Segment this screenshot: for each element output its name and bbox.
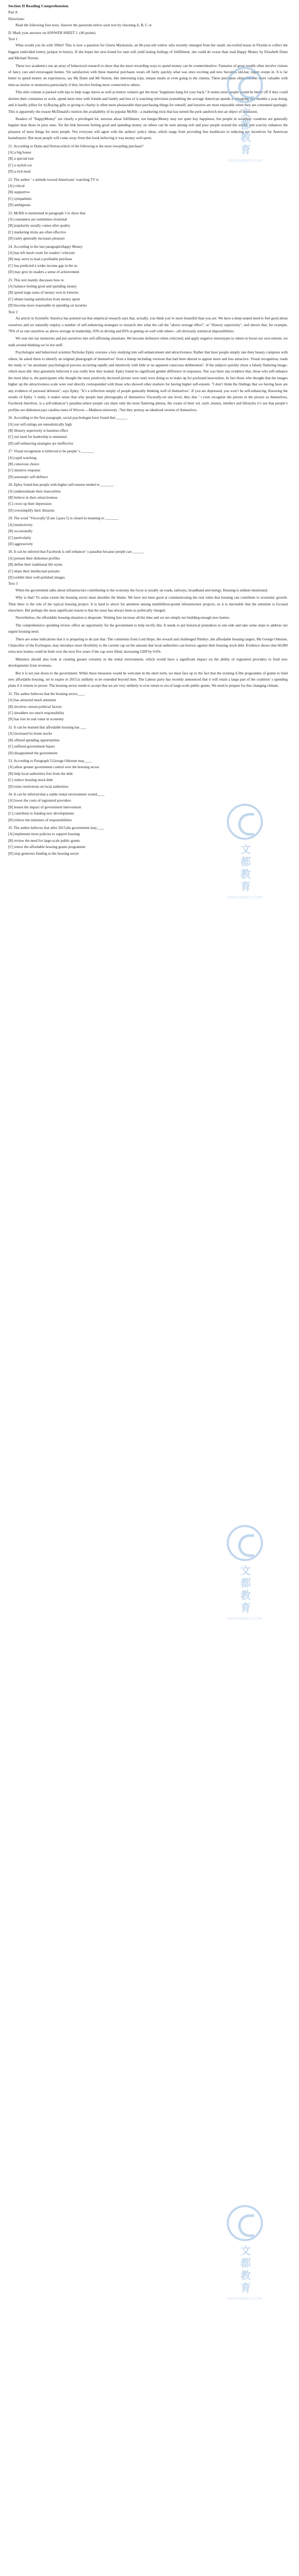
answer-option[interactable]: [C] cover up their depression <box>8 502 52 506</box>
text-1-section <box>8 36 288 309</box>
watermark-url: WWW.WENDU.COM <box>227 159 262 163</box>
answer-option[interactable]: [A] has attracted much attention <box>8 698 56 703</box>
answer-option[interactable]: [B] popularity usually comes after quality <box>8 224 71 228</box>
answer-option[interactable]: [D] disappointed the government <box>8 751 58 755</box>
question-stem: 23. McRib is mentioned in paragraph 3 to show that <box>8 211 86 215</box>
answer-option[interactable]: [A] implement more policies to support housing <box>8 832 80 837</box>
answer-option[interactable]: [A] our self-ratings are unrealistically high <box>8 422 72 427</box>
watermark-brand: 文都教育 <box>239 1565 251 1615</box>
answer-option[interactable]: [D] automatic self-defence <box>8 474 48 479</box>
answer-option[interactable]: [D] self-enhancing strategies are ineffective <box>8 441 73 446</box>
answer-option[interactable]: [A] instinctively <box>8 522 33 527</box>
answer-option[interactable]: [B] help local authorities free from the debt <box>8 771 73 776</box>
answer-option[interactable]: [B] may serve to lead a profitable purchase <box>8 257 72 262</box>
answer-option[interactable]: [C] has predicted a wider income gap in the us <box>8 263 77 268</box>
passage-paragraph: What would you do with 590m? This is now a question for Gloria Mackenzie, an 84-year-old widow who recently emerged from her small, tin-roofed house in Florida to collect the biggest undivided lottery jackpot in history. If she hopes her new-found for tune will yield lasting feelings of fulfillment, she could do worse than read Happy Money by Elizabeth Dunn and Michael Norton. <box>8 43 288 61</box>
answer-option[interactable]: [C] reduce housing stock debt <box>8 778 53 783</box>
question-stem: 24. According to the last paragraph,Happy Money <box>8 244 83 249</box>
text-label: Text 3 <box>8 582 18 586</box>
watermark-brand: 文都教育 <box>239 2245 251 2295</box>
part-label: Part A <box>8 10 18 15</box>
answer-option[interactable]: [C] renew the affordable housing grants programme <box>8 845 86 850</box>
answer-option[interactable]: [B] spend large sums of money won in lotteries <box>8 291 79 295</box>
question-stem: 29. The word "Viscerally"(Line 2,para 5) is closed in meaning to _______ <box>8 516 119 521</box>
answer-option[interactable]: [B] offered spending opportunities <box>8 738 60 742</box>
answer-option[interactable]: [D] may give its readers a sense of achievement <box>8 270 79 275</box>
answer-option[interactable]: [B] a special tour <box>8 157 34 161</box>
answer-option[interactable]: [A] rapid watching <box>8 455 37 460</box>
watermark-brand: 文都教育 <box>239 107 251 157</box>
text-2-section <box>8 309 288 581</box>
answer-option[interactable]: [B] supportive <box>8 190 30 195</box>
answer-option[interactable]: [A] has left much room for readers’ criticism <box>8 251 75 256</box>
answer-option[interactable]: [C] share their intellectual pursuits <box>8 569 60 573</box>
question-stem: 33. According to Paragraph 5,George Osborne may____ <box>8 758 92 763</box>
answer-option[interactable]: [A] present their dishonest profiles <box>8 556 60 561</box>
question-stem: 25. This text mainly discusses how to <box>8 278 64 282</box>
answer-option[interactable]: [D] ambiguous <box>8 203 31 208</box>
answer-option[interactable]: [C] shoulders too much responsibility <box>8 711 64 716</box>
answer-option[interactable]: [D] has lost its real value in economy <box>8 717 64 722</box>
answer-option[interactable]: [B] define their traditional life styles <box>8 563 63 567</box>
answer-option[interactable]: [C] a stylish car <box>8 163 32 167</box>
answer-option[interactable]: [D] become more reasonable in spending on luxuries <box>8 303 87 308</box>
question-stem: 27. Visual recognition is believed to be people’ s _______ <box>8 449 94 454</box>
answer-option[interactable]: [B] believe in their attractiveness <box>8 496 58 500</box>
answer-option[interactable]: [D] exhibit their well-polished images <box>8 575 65 580</box>
directions-text-2: D. Mark your answers on ANSWER SHEET 1. (40 points) <box>8 30 96 35</box>
passage-paragraph: Why is that? To some extent the housing sector must shoulder the blame. We have not been good at communicating the real value that housing can contribute to economic growth. Then there is the role of the typical housing project. It is hard to shove for attention among multibillion-pound infrastructure projects, so it is inevitable that the attention is focused elsewhere. But perhaps the most significant reason is that the issue has always been so politically charged. <box>8 596 288 613</box>
answer-option[interactable]: [C] obtain lasting satisfaction from money spent <box>8 297 80 301</box>
answer-option[interactable]: [D] aggressively <box>8 541 33 546</box>
passage-paragraph: When the government talks about infrastructure contributing to the economy the focus is usually on roads, railways, broadband and energy. Housing is seldom mentioned. <box>15 588 268 592</box>
answer-option[interactable]: [B] lessen the impact of government intervention <box>8 805 81 809</box>
passage-paragraph: But it is not just down to the government. While these measures would be welcome in the short term, we must face up to the fact that the existing 4.5bn programme of grants to fund new affordable housing, set to expire in 2015,is unlikely to be extended beyond then. The Labour party has recently announced that it will retain a large part of the coalition’ s spending plans if it returns to power. The housing sector needs to accept that we are very unlikely to ever return to era of large-scale public grants. We need to prepare for this changing climate. <box>8 671 288 688</box>
watermark-url: WWW.WENDU.COM <box>227 2297 262 2301</box>
passage-paragraph: Psychologist and behavioral scientist Nicholas Epley oversaw a key studying into self-enhancement and attractiveness. Rather that have people simply rate their beauty compress with others, he asked them to identify an original photograph of themselves’ from a lineup including versions that had been altered to appear more and less attractive. Visual recognition, reads the study, is "an automatic psychological process occurring rapidly and intuitively with little or no apparent conscious deliberation". If the subjects quickly chose a falsely flattering image-which most did- they genuinely believed it was really how they looked. Epley found no significant gender difference in responses. Nor was there any evidence that, those who self-enhance the most (that is, the participants who thought the most positively doctored picture were real) were doing so to make up for profound insecurities. In fact those who thought that the images higher up the attractiveness scale were real directly corresponded with those who showed other markers for having higher self-esteem. "I don’t think the findings that we having have are any evidence of personal delusion", says Epley. "It’s a reflection simply of people generally thinking well of themselves’. If you are depressed, you won’t be self-enhancing. Knowing the results of Epley ’s study, it makes sense that why people hate photographs of themselves Viscerally-on one level, they don ’ t even recognise the person in the picture as themselves, Facebook therefore, is a self-enhancer’s paradise,where people can share only the most flattering photos, the cream of their wit ,style ,beauty, intellect and lifestyles it’s not that people’s profiles are dishonest,says catalina toma of Wiscon —Madison university ,"but they portray an idealized version of themselves. <box>8 350 288 412</box>
answer-option[interactable]: [B] review the need for large-scale public grants <box>8 838 80 843</box>
answer-option[interactable]: [C] particularly <box>8 535 31 540</box>
answer-option[interactable]: [C] our need for leadership is unnatural <box>8 435 67 439</box>
watermark-brand: 文都教育 <box>239 844 251 893</box>
question-stem: 34. It can be inferred that a stable rental environment would____ <box>8 792 105 796</box>
question-stem: 31. The author believes that the housing sector____ <box>8 691 85 696</box>
answer-option[interactable]: [B] occasionally <box>8 529 33 534</box>
answer-option[interactable]: [C] sympathetic <box>8 196 32 201</box>
answer-option[interactable]: [D] a rich meal <box>8 170 31 174</box>
question-stem: 28. Epley found that people with higher self-esteem tended to _______ <box>8 483 114 487</box>
text-3-section <box>8 581 288 857</box>
passage-paragraph: Ministers should also look at creating greater certainty in the rental environment, which would have a significant impact on the ability of registered providers to fund new developments from revenues. <box>8 657 288 668</box>
directions-label: Directions: <box>8 16 25 21</box>
section-heading: Section II Reading Comprehension <box>8 4 69 8</box>
passage-paragraph: This slim volume is packed with tips to help wage slaves as well as lottery winners get the most "happiness bang for your buck." It seems most people would be better off if they could shorten their commutes to work, spend more time with friends and family and less of it watching television (something the average American spends a whopping two months a year doing, and is hardly jollier for it).Buying gifts or giving to charity is often more pleasurable than purchasing things for oneself, and luxuries are most enjoyable when they are consumed sparingly. This is apparently the reason McDonald's restricts the availability of its popular McRib - a marketing trick that has turned the pork sandwich into an object of obsession. <box>8 90 288 114</box>
passage-paragraph: Readers of "HappyMoney" are clearly a privileged lot, anxious about fulfillment, not hunger.Money may not quite buy happiness, but people in wealthier countries are generally happier than those in poor ones. Yet the link between feeling good and spending money on others can be seen among rich and poor people around the world, and scarcity enhances the pleasure of most things for most people. Not everyone will agree with the authors' policy ideas, which range from providing free healthcare to reducing tax incentives for American homebuyers. But most people will come away from this book believing it was money well spent. <box>8 116 288 141</box>
answer-option[interactable]: [A] lower the costs of registered providers <box>8 799 71 803</box>
answer-option[interactable]: [D] relax restrictions on local authorities <box>8 784 69 789</box>
question-stem: 22. The author ’ s attitude toward Americans’ watching TV is <box>8 177 99 182</box>
answer-option[interactable]: [B] illusory superiority is baseless effect <box>8 429 69 433</box>
answer-option[interactable]: [C] contribute to funding new developments <box>8 811 74 816</box>
answer-option[interactable]: [A] a big house <box>8 150 31 155</box>
question-stem: 21. According to Dunn and Norton,which of the following is the most rewarding purchase? <box>8 144 144 148</box>
answer-option[interactable]: [A] increased its home stocks <box>8 732 53 736</box>
answer-option[interactable]: [C] intuitive response <box>8 468 41 473</box>
answer-option[interactable]: [A] critical <box>8 183 25 188</box>
answer-option[interactable]: [C] suffered government biases <box>8 744 55 749</box>
answer-option[interactable]: [D] oversimplify their illusions <box>8 508 55 513</box>
answer-option[interactable]: [D] stop generous funding to the housing sector <box>8 851 79 856</box>
answer-option[interactable]: [B] conscious choice <box>8 462 40 467</box>
answer-option[interactable]: [D] relieve the ministers of responsibilities <box>8 818 72 822</box>
answer-option[interactable]: [A] consumers are sometimes irrational <box>8 217 67 222</box>
passage-paragraph: The comprehensive spending review offers an opportunity for the government to help rectify this. It needs to put historical prejudices to one side and take some steps to address our urgent housing need. <box>8 623 288 634</box>
answer-option[interactable]: [B] involves certain political factors <box>8 704 62 709</box>
question-stem: 30. It can be inferred that Facebook is self-enhancer’ s paradise because people can ______ <box>8 550 144 554</box>
watermark-url: WWW.WENDU.COM <box>227 1617 262 1621</box>
directions-text-1: Read the following four texts. Answer the questions below each text by choosing A, B, C or <box>15 23 152 28</box>
answer-option[interactable]: [C] marketing tricks are often effective <box>8 230 67 234</box>
watermark-url: WWW.WENDU.COM <box>227 895 262 900</box>
answer-option[interactable]: [A] allow greater government control over the housing sector <box>8 765 99 770</box>
passage-paragraph: We rose tint our memories and put ourselves into self-affirming situations. We become defensive when criticized, and apply negative stereotypes to others to boost our own esteem, we stalk around thinking we’re hot stuff. <box>8 336 288 347</box>
question-stem: 32. It can be learned that affordable housing has ___ <box>8 725 86 730</box>
passage-paragraph: These two academics use an array of behavioral research to show that the most rewarding ways to spend money can be counterintuitive. Fantasies of great wealth often involve visions of fancy cars and extravagant homes. Yet satisfaction with these material purchases wears off fairly quickly what was once exciting and new becomes old-hat; regret creeps in. It is far better to spend money on experiences, say Ms Dunn and Mr Norton, like interesting trips, unique meals or even going to the cinema. These purchases often become more valuable with time-as stories or memories-particularly if they involve feeling more connected to others. <box>8 63 288 87</box>
question-stem: 26. According to the first paragraph, social psychologist have found that ______ <box>8 416 127 420</box>
answer-option[interactable]: [A] balance feeling good and spending money <box>8 284 77 289</box>
text-label: Text 2 <box>8 310 18 314</box>
passage-paragraph: An article in Scientific America has pointed out that empirical research says that, actually, you think you’re more beautiful than you are. We have a deep-seated need to feel good about ourselves and we naturally employ a number of self-enhancing strategies to research into what the call the "above average effect", or "illusory superiority", and shown that, for example, 70% of us rate ourselves as above average in leadership, 93% in driving and 85% at getting on well with others—all obviously statistical impossibilities. <box>8 316 288 333</box>
passage-paragraph: Nevertheless, the affordable housing situation is desperate. Waiting lists increase all the time and we are simply not building enough new homes. <box>15 616 230 620</box>
text-label: Text 1 <box>8 37 18 42</box>
question-stem: 35. The author believes that after 2015,the government may____ <box>8 825 105 830</box>
answer-option[interactable]: [D] rarity generally increases pleasure <box>8 236 65 241</box>
passage-paragraph: There are some indications that it is preparing to do just that. The comments from Lord Hope, the reward and challenged Nimbys ,the affordable housing targets, Ms George Osborne, Chancellor of the Exchequer, may introduce more flexibility to the current cap on the amount that local authorities can borrow against their housing stock debt. Evidence shows that 60,000 extra new homes could be built over the next five years if the cap were lifted, increasing GDP by 0.6%. <box>8 637 288 654</box>
answer-option[interactable]: [A] underestimate their insecurities <box>8 489 61 494</box>
